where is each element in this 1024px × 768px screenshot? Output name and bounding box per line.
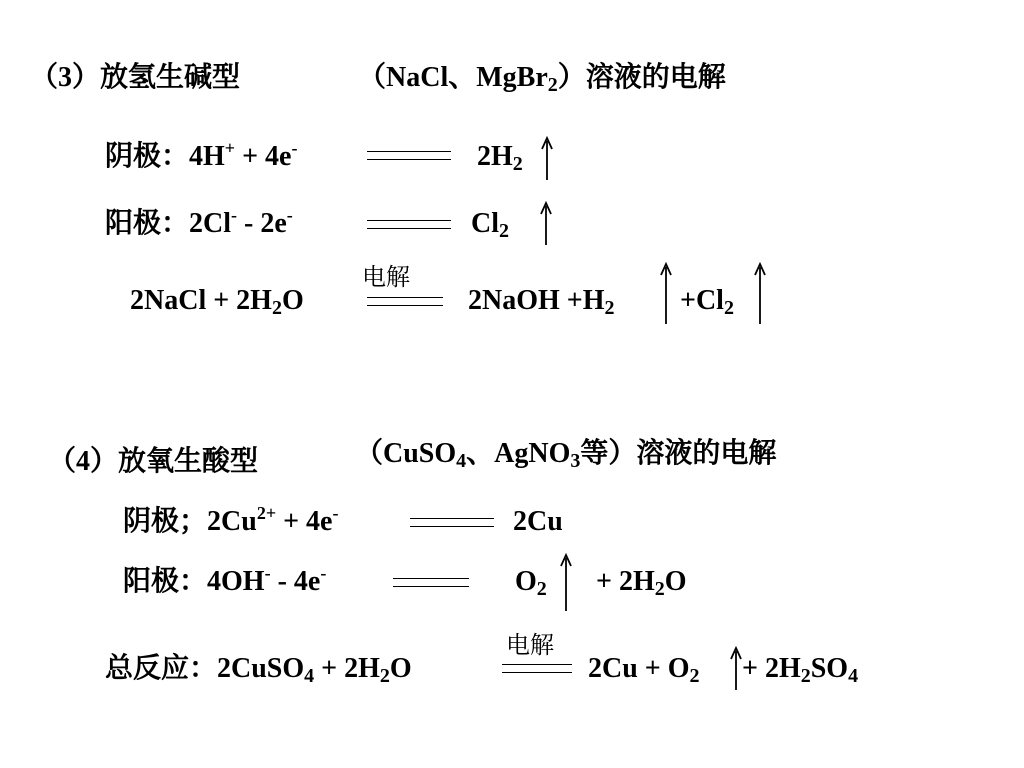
electrolysis-condition: 电解 — [506, 633, 554, 659]
section3-subtitle: （NaCl、MgBr$_2$）溶液的电解 — [358, 62, 726, 96]
gas-arrow-icon — [558, 553, 574, 613]
section3-anode-product: $Cl_2$ — [471, 208, 509, 242]
section3-anode-equation: 阳极：2Cl- - 2e- — [105, 205, 293, 239]
equals-sign — [367, 297, 443, 306]
section4-total-product1: $2Cu + O_2$ — [588, 653, 700, 687]
section4-subtitle: （CuSO$_4$、AgNO$_3$等）溶液的电解 — [355, 438, 777, 472]
gas-arrow-icon — [658, 262, 674, 326]
section4-title: （4）放氧生酸型 — [48, 446, 259, 477]
section4-anode-equation: 阳极：4OH- - 4e- — [123, 563, 327, 597]
gas-arrow-icon — [752, 262, 768, 326]
section3-title: （3）放氢生碱型 — [30, 62, 241, 93]
section3-cathode-product: $2H_2$ — [477, 141, 523, 175]
section3-total-product1: 2NaOH $+H_2$ — [468, 285, 615, 319]
equals-sign — [410, 518, 494, 527]
section3-cathode-equation: 阴极：4H+ + 4e- — [105, 138, 298, 172]
section3-total-product2: $+Cl_2$ — [680, 285, 734, 319]
section4-cathode-product: 2Cu — [513, 506, 563, 537]
section4-anode-product2: + $2H_2O$ — [596, 566, 687, 600]
section4-total-product2: + $2H_2SO_4$ — [742, 653, 859, 687]
section4-total-reactants: 总反应：2CuSO$_4$ + $2H_2O$ — [105, 653, 412, 687]
section4-anode-product1: $O_2$ — [515, 566, 547, 600]
section4-cathode-equation: 阴极；$2Cu^{2+} + 4e^-$ — [123, 503, 339, 537]
gas-arrow-icon — [539, 136, 555, 182]
equals-sign — [367, 220, 451, 229]
section3-total-reactants: 2NaCl + $2H_2O$ — [130, 285, 304, 319]
equals-sign — [502, 664, 572, 673]
gas-arrow-icon — [538, 201, 554, 247]
electrolysis-condition: 电解 — [362, 265, 410, 291]
equals-sign — [367, 151, 451, 160]
equals-sign — [393, 578, 469, 587]
